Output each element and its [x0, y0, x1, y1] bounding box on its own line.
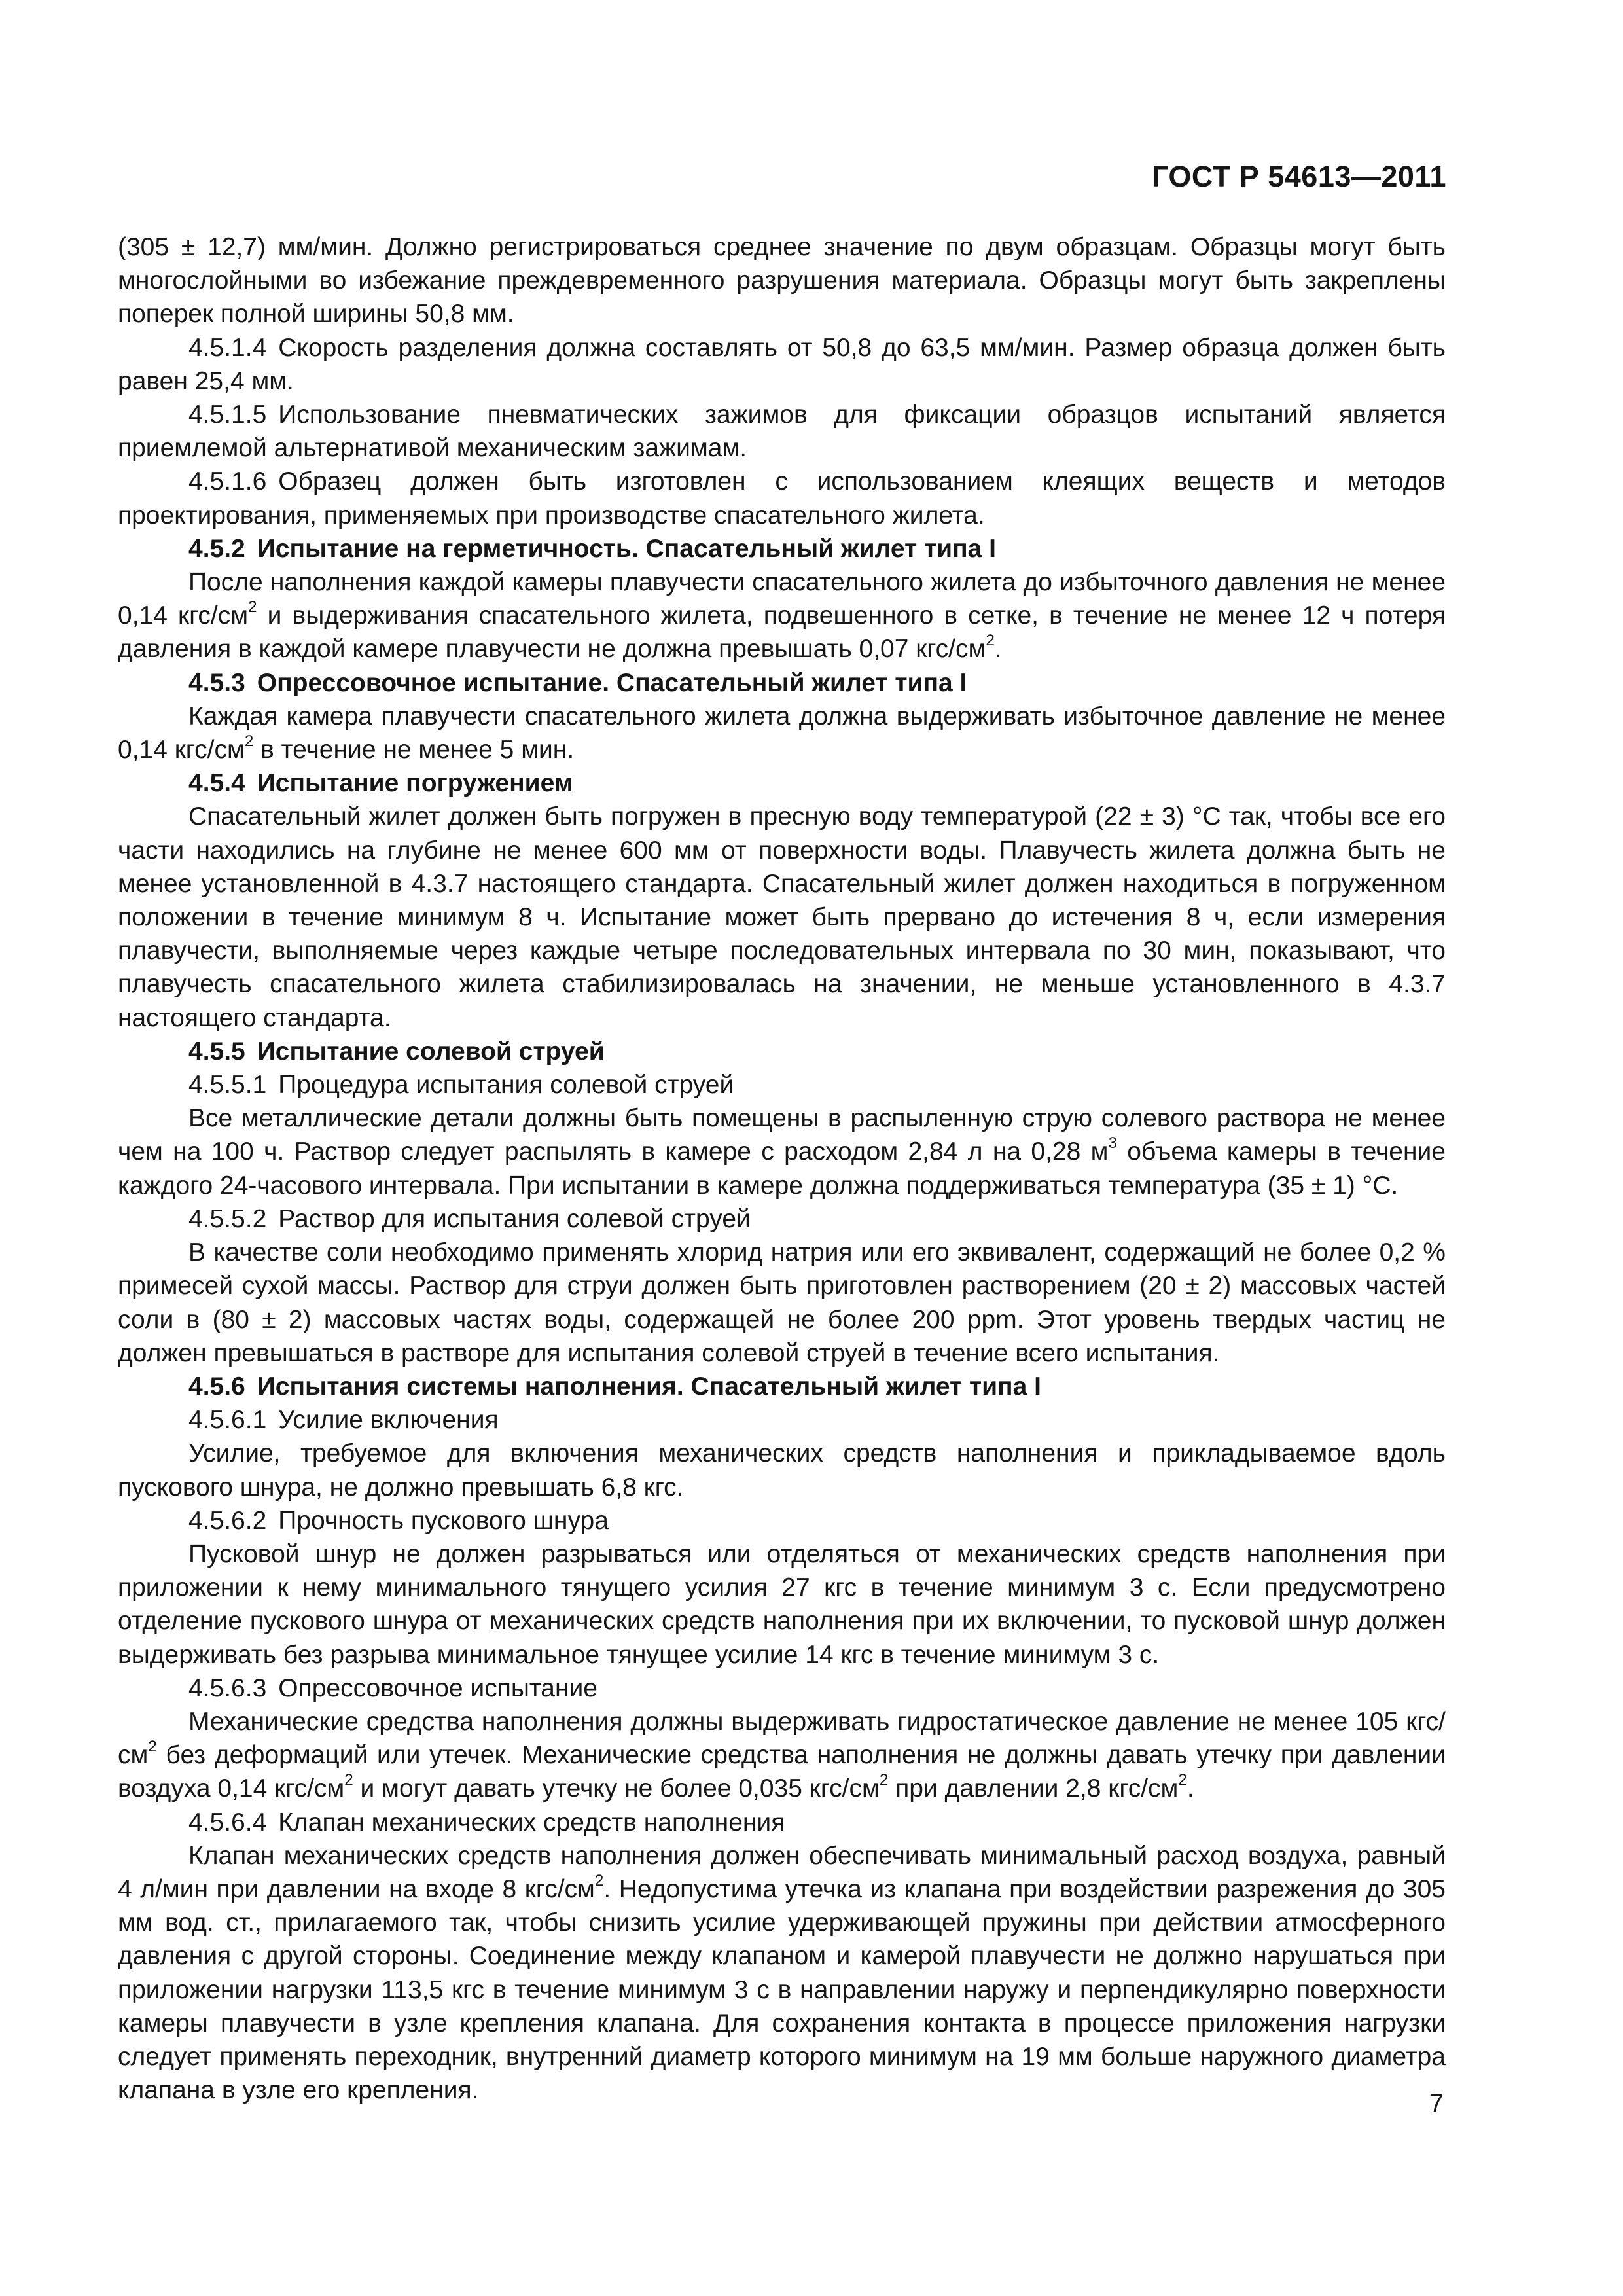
subheading-4-5-6-4: 4.5.6.4 Клапан механических средств наполнения — [188, 1808, 785, 1837]
document-header-id: ГОСТ Р 54613—2011 — [1151, 160, 1446, 193]
paragraph-4-5-4: Спасательный жилет должен быть погружен в пресную воду температурой (22 ± 3) °С так, чтобы все его части находились на глубине не менее 600 мм от поверхности воды. Плавучесть жилета должна быть не менее установленной в 4.3.7 настоящего стандарта. Спасательный жилет должен находиться в погруженном положении в течение минимум 8 ч. Испытание может быть прервано до истечения 8 ч, если измерения плавучести, выполняемые через каждые четыре последовательных интервала по 30 мин, показывают, что плавучесть спасательного жилета стабилизировалась на значении, не меньше установленного в 4.3.7 настоящего стандарта. — [118, 802, 1446, 1032]
heading-4-5-2: 4.5.2 Испытание на герметичность. Спасательный жилет типа I — [188, 534, 997, 563]
clause-number: 4.5.1.4 — [188, 333, 267, 362]
paragraph-4-5-6-1: Усилие, требуемое для включения механических средств наполнения и прикладываемое вдоль пускового шнура, не должно превышать 6,8 кгс. — [118, 1439, 1446, 1501]
paragraph-4-5-5-2: В качестве соли необходимо применять хлорид натрия или его эквивалент, содержащий не более 0,2 % примесей сухой массы. Раствор для струи должен быть приготовлен растворением (20 ± 2) массовых частей соли в (80 ± 2) массовых частях воды, содержащей не более 200 ppm. Этот уровень твердых частиц не должен превышаться в растворе для испытания солевой струей в течение всего испытания. — [118, 1238, 1446, 1367]
clause-number: 4.5.1.6 — [188, 467, 267, 496]
subheading-4-5-5-1: 4.5.5.1 Процедура испытания солевой струей — [188, 1071, 734, 1100]
page-body — [118, 230, 1446, 2107]
paragraph-4-5-6-2: Пусковой шнур не должен разрываться или отделяться от механических средств наполнения при приложении к нему минимального тянущего усилия 27 кгс в течение минимум 3 с. Если предусмотрено отделение пускового шнура от механических средств наполнения при их включении, то пусковой шнур должен выдерживать без разрыва минимальное тянущее усилие 14 кгс в течение минимум 3 с. — [118, 1539, 1446, 1669]
clause-4-5-1-6: 4.5.1.6 Образец должен быть изготовлен с использованием клеящих веществ и методов проектирования, применяемых при производстве спасательного жилета. — [118, 467, 1446, 529]
paragraph-4-5-3: Каждая камера плавучести спасательного жилета должна выдерживать избыточное давление не менее 0,14 кгс/$см^2$ в течение не менее 5 мин. — [118, 702, 1446, 764]
paragraph-4-5-5-1: Все металлические детали должны быть помещены в распыленную струю солевого раствора не менее чем на 100 ч. Раствор следует распылять в камере с расходом 2,84 л на 0,28 $м^3$ объема камеры в течение каждого 24-часового интервала. При испытании в камере должна поддерживаться температура (35 ± 1) °С. — [118, 1104, 1446, 1200]
paragraph-4-5-6-3: Механические средства наполнения должны выдерживать гидростатическое давление не менее 105 кгс/$см^2$ без деформаций или утечек. Механические средства наполнения не должны давать утечку при давлении воздуха 0,14 кгс/$см^2$ и могут давать утечку не более 0,035 кгс/$см^2$ при давлении 2,8 кгс/$см^2$. — [118, 1707, 1446, 1803]
paragraph-4-5-2: После наполнения каждой камеры плавучести спасательного жилета до избыточного давления не менее 0,14 кгс/$см^2$ и выдерживания спасательного жилета, подвешенного в сетке, в течение не менее 12 ч потеря давления в каждой камере плавучести не должна превышать 0,07 кгс/$см^2$. — [118, 568, 1446, 664]
subheading-4-5-6-2: 4.5.6.2 Прочность пускового шнура — [188, 1506, 609, 1535]
clause-4-5-1-5: 4.5.1.5 Использование пневматических зажимов для фиксации образцов испытаний является приемлемой альтернативой механическим зажимам. — [118, 401, 1446, 463]
subheading-4-5-6-1: 4.5.6.1 Усилие включения — [188, 1406, 499, 1435]
clause-4-5-1-4: 4.5.1.4 Скорость разделения должна составлять от 50,8 до 63,5 мм/мин. Размер образца должен быть равен 25,4 мм. — [118, 333, 1446, 395]
paragraph-4-5-6-4: Клапан механических средств наполнения должен обеспечивать минимальный расход воздуха, равный 4 л/мин при давлении на входе 8 кгс/$см^2$. Недопустима утечка из клапана при воздействии разрежения до 305 мм вод. ст., прилагаемого так, чтобы снизить усилие удерживающей пружины при действии атмосферного давления с другой стороны. Соединение между клапаном и камерой плавучести не должно нарушаться при приложении нагрузки 113,5 кгс в течение минимум 3 с в направлении наружу и перпендикулярно поверхности камеры плавучести в узле крепления клапана. Для сохранения контакта в процессе приложения нагрузки следует применять переходник, внутренний диаметр которого минимум на 19 мм больше наружного диаметра клапана в узле его крепления. — [118, 1841, 1446, 2105]
subheading-4-5-5-2: 4.5.5.2 Раствор для испытания солевой струей — [188, 1204, 751, 1233]
heading-4-5-3: 4.5.3 Опрессовочное испытание. Спасательный жилет типа I — [188, 668, 967, 697]
heading-4-5-5: 4.5.5 Испытание солевой струей — [188, 1037, 605, 1066]
subheading-4-5-6-3: 4.5.6.3 Опрессовочное испытание — [188, 1674, 597, 1702]
page-number: 7 — [1429, 2089, 1444, 2118]
heading-4-5-4: 4.5.4 Испытание погружением — [188, 769, 573, 798]
heading-4-5-6: 4.5.6 Испытания системы наполнения. Спасательный жилет типа I — [188, 1372, 1041, 1401]
paragraph-continued: (305 ± 12,7) мм/мин. Должно регистрироваться среднее значение по двум образцам. Образцы могут быть многослойными во избежание преждевременного разрушения материала. Образцы могут быть закреплены поперек полной ширины 50,8 мм. — [118, 233, 1446, 329]
clause-number: 4.5.1.5 — [188, 401, 267, 429]
